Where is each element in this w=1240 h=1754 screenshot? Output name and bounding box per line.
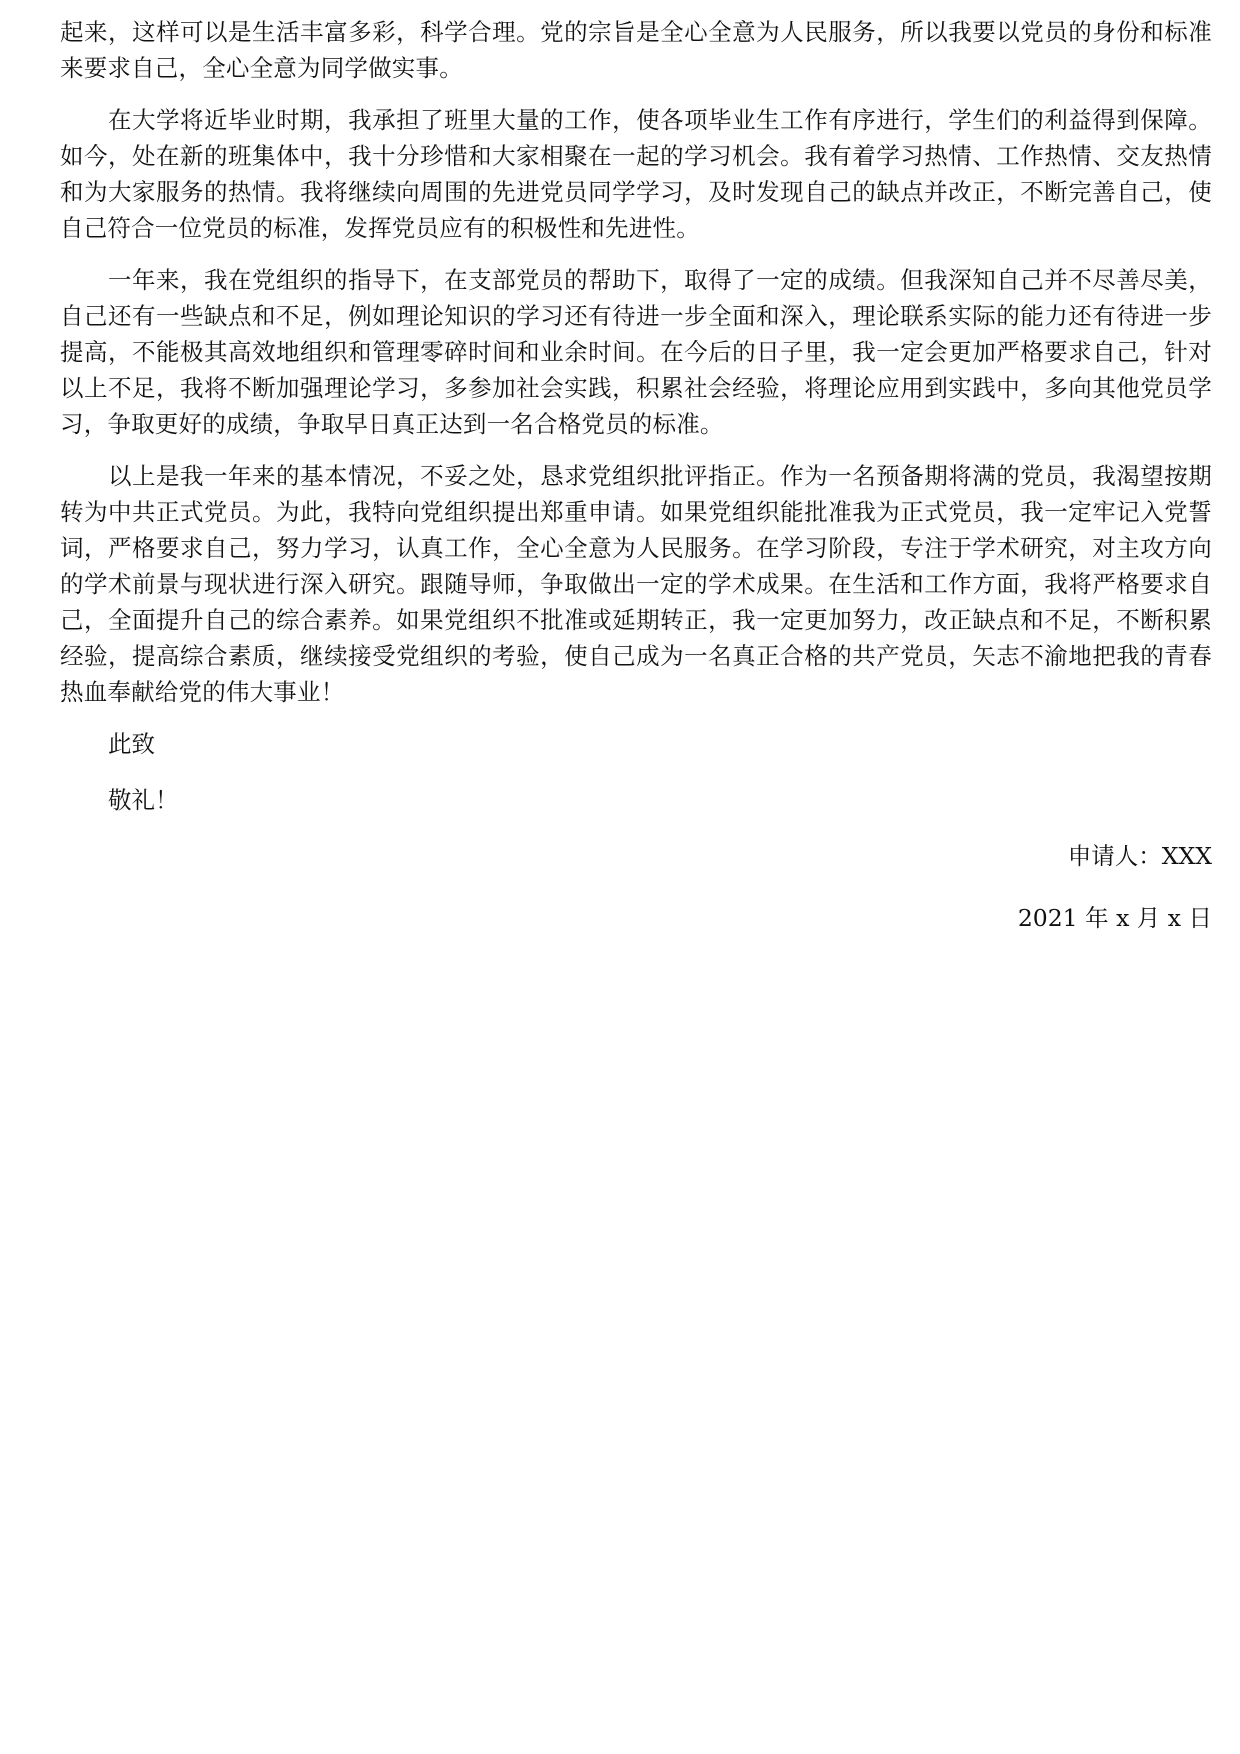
closing-regards: 敬礼！: [108, 786, 179, 814]
applicant-signature: 申请人：XXX: [1067, 842, 1212, 870]
closing-salutation: 此致: [108, 730, 155, 758]
paragraph-application: 以上是我一年来的基本情况，不妥之处，恳求党组织批评指正。作为一名预备期将满的党员，我渴望按期转为中共正式党员。为此，我特向党组织提出郑重申请。如果党组织能批准我为正式党员，我一定牢记入党誓词，严格要求自己，努力学习，认真工作，全心全意为人民服务。在学习阶段，专注于学术研究，对主攻方向的学术前景与现状进行深入研究。跟随导师，争取做出一定的学术成果。在生活和工作方面，我将严格要求自己，全面提升自己的综合素养。如果党组织不批准或延期转正，我一定更加努力，改正缺点和不足，不断积累经验，提高综合素质，继续接受党组织的考验，使自己成为一名真正合格的共产党员，矢志不渝地把我的青春热血奉献给党的伟大事业！: [60, 462, 1212, 706]
paragraph-work-summary: 在大学将近毕业时期，我承担了班里大量的工作，使各项毕业生工作有序进行，学生们的利益得到保障。如今，处在新的班集体中，我十分珍惜和大家相聚在一起的学习机会。我有着学习热情、工作热情、交友热情和为大家服务的热情。我将继续向周围的先进党员同学学习，及时发现自己的缺点并改正，不断完善自己，使自己符合一位党员的标准，发挥党员应有的积极性和先进性。: [60, 106, 1212, 242]
letter-date: 2021 年 x 月 x 日: [1017, 904, 1212, 932]
paragraph-self-assessment: 一年来，我在党组织的指导下，在支部党员的帮助下，取得了一定的成绩。但我深知自己并不尽善尽美，自己还有一些缺点和不足，例如理论知识的学习还有待进一步全面和深入，理论联系实际的能力还有待进一步提高，不能极其高效地组织和管理零碎时间和业余时间。在今后的日子里，我一定会更加严格要求自己，针对以上不足，我将不断加强理论学习，多参加社会实践，积累社会经验，将理论应用到实践中，多向其他党员学习，争取更好的成绩，争取早日真正达到一名合格党员的标准。: [60, 266, 1212, 438]
paragraph-continuation: 起来，这样可以是生活丰富多彩，科学合理。党的宗旨是全心全意为人民服务，所以我要以党员的身份和标准来要求自己，全心全意为同学做实事。: [60, 18, 1212, 82]
document-page: [60, 14, 1212, 936]
